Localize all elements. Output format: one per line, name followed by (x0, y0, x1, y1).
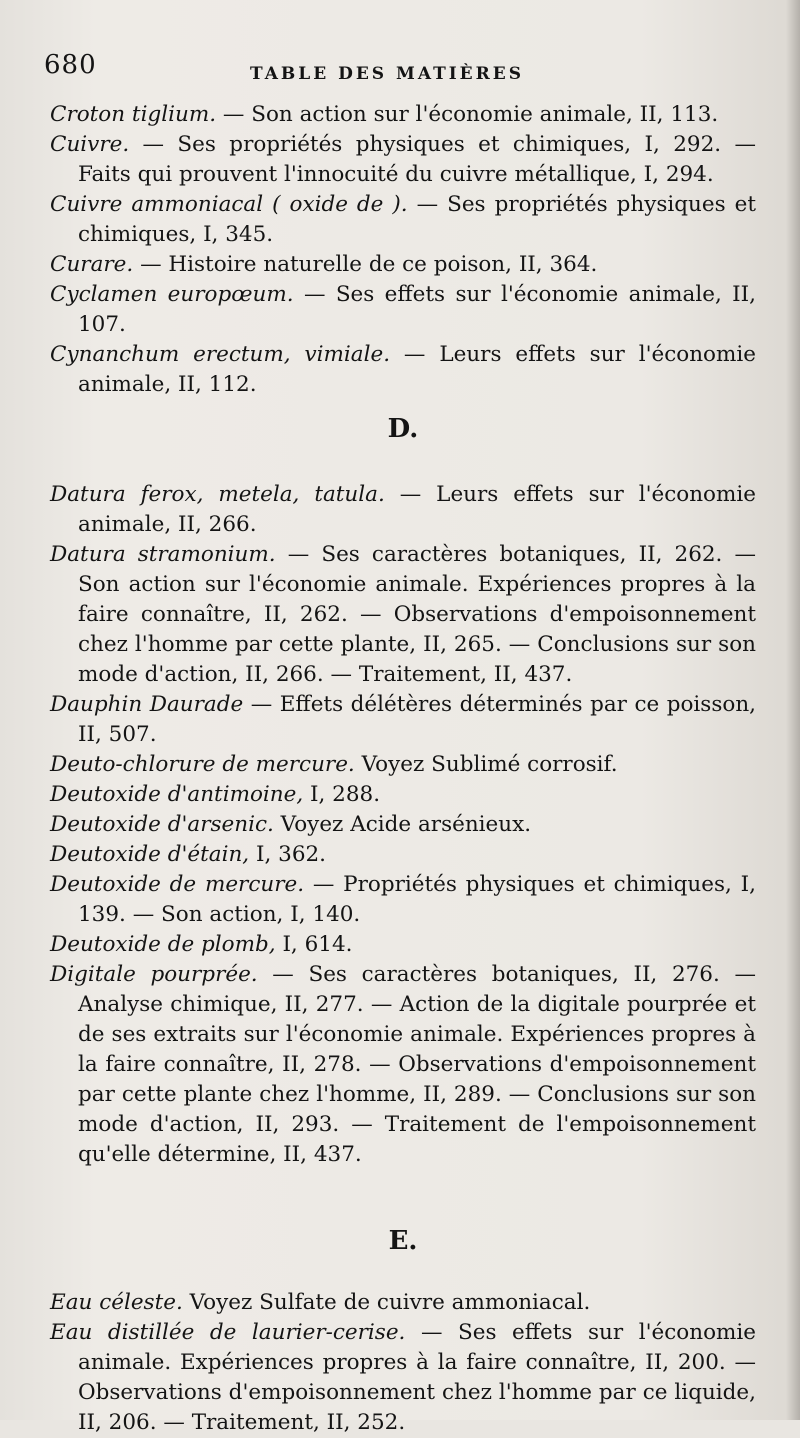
entry-term: Cuivre ammoniacal ( oxide de ). (50, 192, 408, 217)
entry-term: Deuto-chlorure de mercure. (50, 752, 355, 777)
entry-term: Cuivre. (50, 132, 130, 157)
entry-text: — Ses caractères botaniques, II, 262. — Son action sur l'économie animale. Expériences propres à la faire connaître, II, 262. — Observations d'empoisonnement chez l'homme par cette plante, II, 265. — Conclusions sur son mode d'action, II, 266. — Traitement, II, 437. (78, 542, 756, 687)
index-entry (50, 190, 756, 250)
entry-term: Deutoxide d'antimoine, (50, 782, 304, 807)
index-entry (50, 130, 756, 190)
entry-text: Voyez Sulfate de cuivre ammoniacal. (182, 1290, 591, 1315)
entry-term: Cyclamen europœum. (50, 282, 294, 307)
page-number: 680 (44, 50, 97, 80)
entry-text: — Ses propriétés physiques et chimiques, I, 292. — Faits qui prouvent l'innocuité du cuivre métallique, I, 294. (78, 132, 756, 187)
index-entries (50, 100, 756, 1438)
section-heading-e: E. (388, 1226, 418, 1256)
entry-text: — Effets délétères déterminés par ce poisson, II, 507. (78, 692, 756, 747)
page-edge-shadow (786, 0, 800, 1420)
index-entry (50, 780, 756, 810)
page-header (44, 46, 756, 98)
entry-text: I, 362. (249, 842, 327, 867)
entry-term: Cynanchum erectum, vimiale. (50, 342, 391, 367)
index-entry (50, 540, 756, 690)
index-entry (50, 960, 756, 1170)
index-entry (50, 750, 756, 780)
entry-text: — Ses caractères botaniques, II, 276. — Analyse chimique, II, 277. — Action de la digitale pourprée et de ses extraits sur l'économie animale. Expériences propres à la faire connaître, II, 278. — Observations d'empoisonnement par cette plante chez l'homme, II, 289. — Conclusions sur son mode d'action, II, 293. — Traitement de l'empoisonnement qu'elle détermine, II, 437. (78, 962, 756, 1167)
entry-text: — Ses effets sur l'économie animale, II, 107. (78, 282, 757, 337)
entry-term: Deutoxide de plomb, (50, 932, 276, 957)
entry-text: — Propriétés physiques et chimiques, I, 139. — Son action, I, 140. (78, 872, 756, 927)
entry-term: Deutoxide de mercure. (50, 872, 305, 897)
index-entry (50, 690, 756, 750)
entry-text: Voyez Acide arsénieux. (273, 812, 532, 837)
index-entry (50, 480, 756, 540)
running-title: TABLE DES MATIÈRES (250, 64, 525, 84)
index-entry (50, 250, 756, 280)
entry-text: I, 288. (303, 782, 381, 807)
entry-term: Curare. (50, 252, 134, 277)
entry-term: Datura stramonium. (50, 542, 276, 567)
index-entry (50, 1288, 756, 1318)
entry-term: Deutoxide d'étain, (50, 842, 250, 867)
entry-term: Deutoxide d'arsenic. (50, 812, 274, 837)
entry-text: Voyez Sublimé corrosif. (354, 752, 618, 777)
entry-text: — Leurs effets sur l'économie animale, II, 266. (78, 482, 756, 537)
index-entry (50, 810, 756, 840)
entry-term: Dauphin Daurade (50, 692, 244, 717)
entry-text: — Ses effets sur l'économie animale. Expériences propres à la faire connaître, II, 200. — Observations d'empoisonnement chez l'homme par ce liquide, II, 206. — Traitement, II, 252. (78, 1320, 756, 1435)
entry-term: Digitale pourprée. (50, 962, 258, 987)
index-entry (50, 870, 756, 930)
entry-text: I, 614. (275, 932, 353, 957)
entry-text: — Son action sur l'économie animale, II, 113. (216, 102, 719, 127)
entry-term: Eau céleste. (50, 1290, 183, 1315)
entry-text: — Histoire naturelle de ce poison, II, 364. (133, 252, 598, 277)
index-entry (50, 100, 756, 130)
index-entry (50, 840, 756, 870)
entry-text: — Ses propriétés physiques et chimiques, I, 345. (78, 192, 756, 247)
entry-text: — Leurs effets sur l'économie animale, II, 112. (78, 342, 756, 397)
index-entry (50, 340, 756, 400)
entry-term: Datura ferox, metela, tatula. (50, 482, 385, 507)
section-heading-d: D. (387, 414, 419, 444)
index-entry (50, 280, 756, 340)
index-entry (50, 930, 756, 960)
entry-term: Eau distillée de laurier-cerise. (50, 1320, 406, 1345)
entry-term: Croton tiglium. (50, 102, 217, 127)
index-entry (50, 1318, 756, 1438)
